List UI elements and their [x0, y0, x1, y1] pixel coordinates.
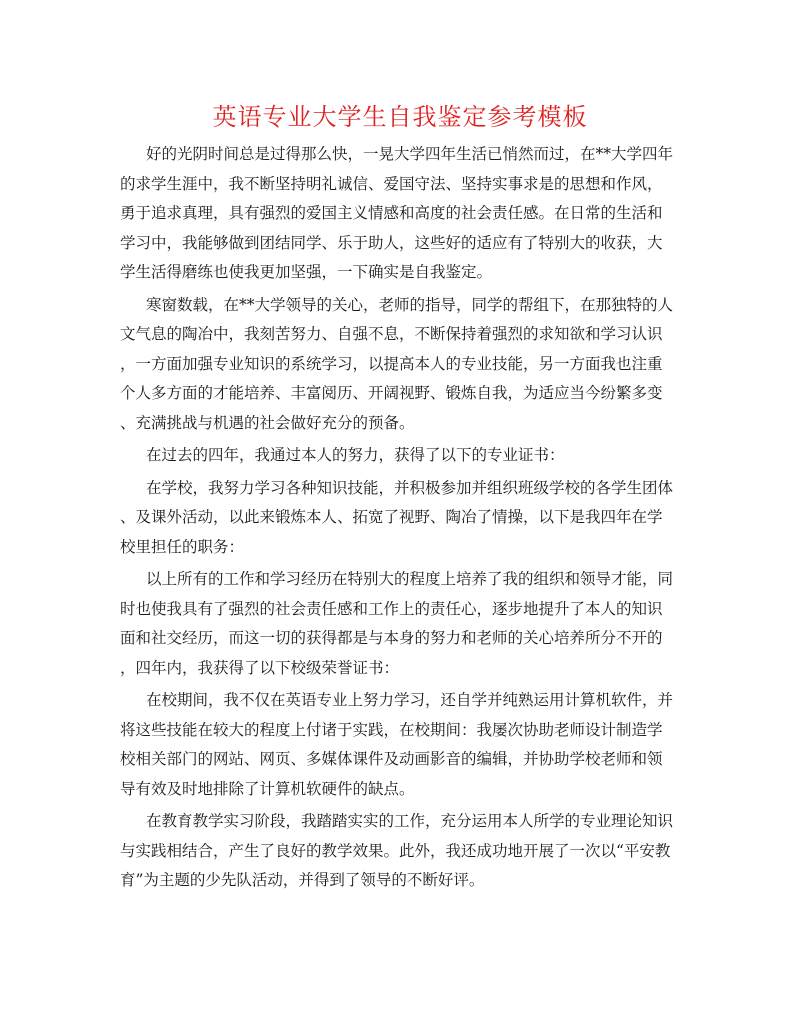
paragraph-line: 校相关部门的网站、网页、多媒体课件及动画影音的编辑，并协助学校老师和领	[120, 750, 663, 768]
paragraph-line: 面和社交经历，而这一切的获得都是与本身的努力和老师的关心培养所分不开的	[120, 629, 663, 647]
paragraph-line: 学生活得磨练也使我更加坚强，一下确实是自我鉴定。	[120, 263, 493, 281]
paragraph-2	[120, 291, 680, 439]
paragraph-line: 以上所有的工作和学习经历在特别大的程度上培养了我的组织和领导才能，同	[146, 570, 674, 588]
paragraph-line: 育”为主题的少先队活动，并得到了领导的不断好评。	[120, 871, 485, 889]
paragraph-line: ，一方面加强专业知识的系统学习，以提高本人的专业技能，另一方面我也注重	[120, 354, 663, 373]
paragraph-line: 在教育教学实习阶段，我踏踏实实的工作，充分运用本人所学的专业理论知识	[146, 812, 674, 830]
paragraph-line: 在学校，我努力学习各种知识技能，并积极参加并组织班级学校的各学生团体	[146, 478, 674, 497]
paragraph-7	[120, 807, 680, 896]
paragraph-5	[120, 565, 680, 683]
document-page	[120, 100, 680, 899]
paragraph-line: 导有效及时地排除了计算机软硬件的缺点。	[120, 779, 415, 798]
paragraph-line: 校里担任的职务：	[120, 537, 245, 556]
document-body	[120, 140, 680, 896]
paragraph-line: 好的光阴时间总是过得那么快，一晃大学四年生活已悄然而过，在**大学四年	[146, 145, 674, 163]
paragraph-line: 时也使我具有了强烈的社会责任感和工作上的责任心，逐步地提升了本人的知识	[120, 599, 663, 618]
paragraph-line: 文气息的陶冶中，我刻苦努力、自强不息，不断保持着强烈的求知欲和学习认识	[120, 325, 663, 343]
paragraph-1	[120, 140, 680, 288]
paragraph-line: 在过去的四年，我通过本人的努力，获得了以下的专业证书：	[146, 446, 565, 464]
paragraph-line: ，四年内，我获得了以下校级荣誉证书：	[120, 658, 400, 677]
paragraph-line: 的求学生涯中，我不断坚持明礼诚信、爱国守法、坚持实事求是的思想和作风，	[120, 174, 663, 193]
paragraph-line: 个人多方面的才能培养、丰富阅历、开阔视野、锻炼自我，为适应当今纷繁多变	[120, 384, 663, 402]
paragraph-line: 勇于追求真理，具有强烈的爱国主义情感和高度的社会责任感。在日常的生活和	[120, 204, 663, 222]
paragraph-6	[120, 686, 680, 804]
paragraph-4	[120, 474, 680, 563]
paragraph-line: 将这些技能在较大的程度上付诸于实践，在校期间：我屡次协助老师设计制造学	[120, 720, 663, 739]
document-title: 英语专业大学生自我鉴定参考模板	[212, 103, 588, 131]
paragraph-line: 在校期间，我不仅在英语专业上努力学习，还自学并纯熟运用计算机软件，并	[146, 691, 674, 709]
paragraph-line: 寒窗数载，在**大学领导的关心，老师的指导，同学的帮组下，在那独特的人	[146, 295, 674, 314]
paragraph-line: 学习中，我能够做到团结同学、乐于助人，这些好的适应有了特别大的收获，大	[120, 233, 663, 252]
paragraph-3	[120, 441, 680, 471]
paragraph-line: 、充满挑战与机遇的社会做好充分的预备。	[120, 413, 415, 432]
paragraph-line: 与实践相结合，产生了良好的教学效果。此外，我还成功地开展了一次以“平安教	[120, 841, 671, 860]
paragraph-line: 、及课外活动，以此来锻炼本人、拓宽了视野、陶冶了情操，以下是我四年在学	[120, 508, 663, 526]
